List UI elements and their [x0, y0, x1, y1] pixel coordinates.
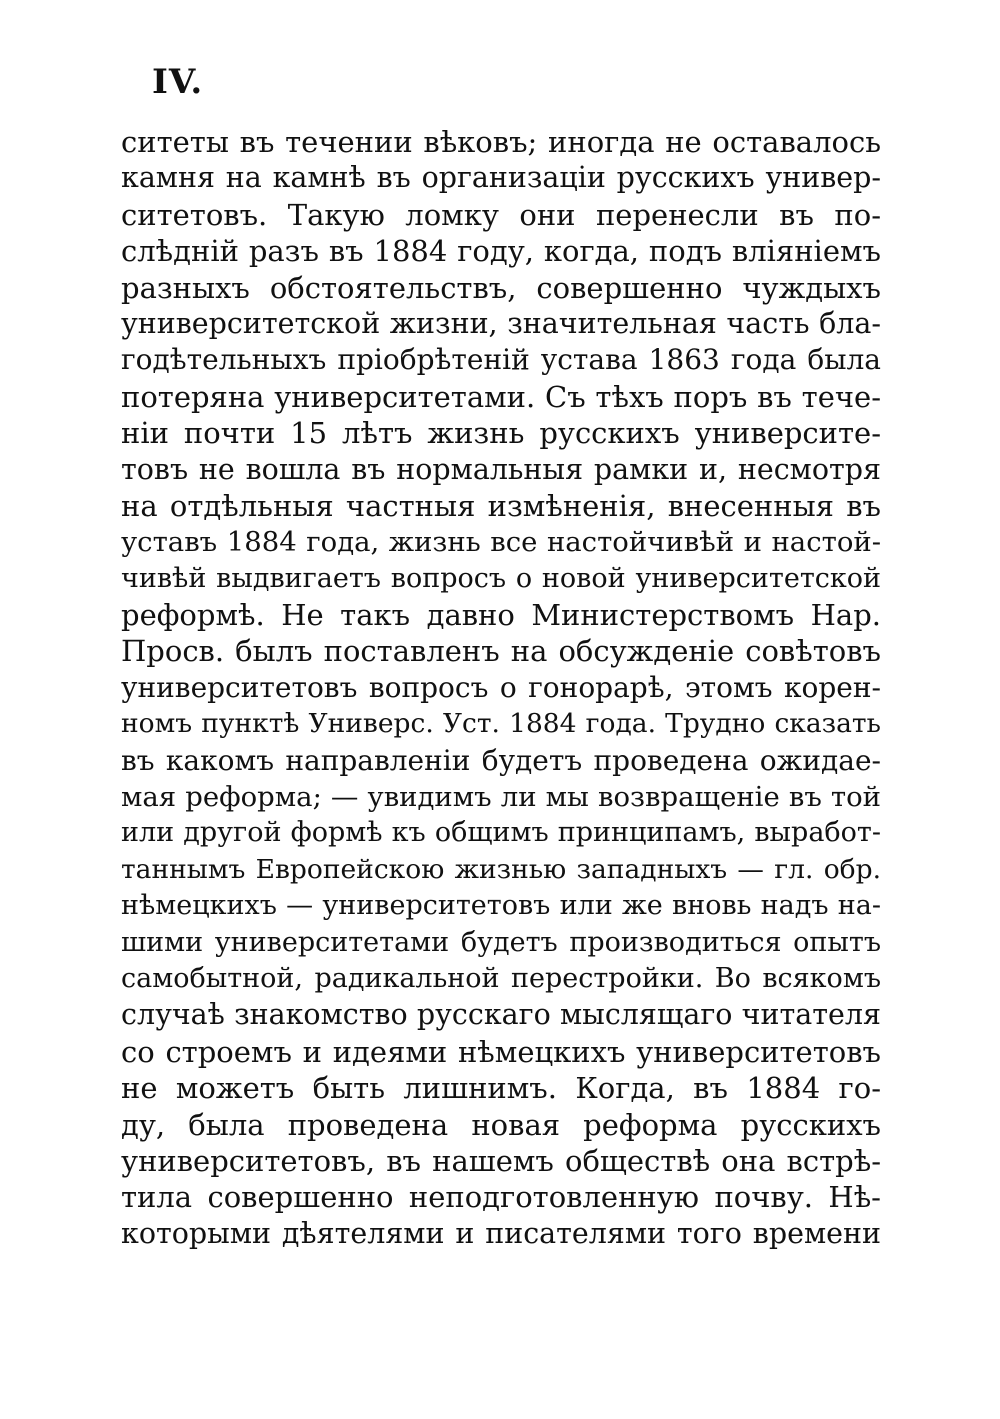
text-line: на отдѣльныя частныя измѣненія, внесенныя въ: [121, 488, 881, 523]
text-line: университетовъ вопросъ о гонорарѣ, этомъ корен-: [121, 670, 881, 704]
text-line: мая реформа; — увидимъ ли мы возвращеніе въ той: [121, 781, 881, 814]
text-line: со строемъ и идеями нѣмецкихъ университетовъ: [121, 1034, 881, 1069]
text-line: въ какомъ направленіи будетъ проведена ожидае-: [121, 743, 881, 777]
text-line: не можетъ быть лишнимъ. Когда, въ 1884 го-: [121, 1071, 881, 1106]
text-line: номъ пунктѣ Универс. Уст. 1884 года. Трудно сказать: [121, 708, 881, 740]
text-line: университетовъ, въ нашемъ обществѣ она встрѣ-: [121, 1143, 881, 1178]
text-line: ду, была проведена новая реформа русскихъ: [121, 1107, 881, 1142]
text-line: случаѣ знакомство русскаго мыслящаго читателя: [121, 998, 881, 1032]
text-line: тила совершенно неподготовленную почву. Нѣ-: [121, 1180, 881, 1215]
text-line: камня на камнѣ въ организаціи русскихъ универ-: [121, 161, 881, 195]
page-number: IV.: [152, 62, 204, 102]
text-line: чивѣй выдвигаетъ вопросъ о новой университетской: [121, 562, 881, 594]
text-line: шими университетами будетъ производиться опытъ: [121, 926, 881, 958]
text-line: нѣмецкихъ — университетовъ или же вновь надъ на-: [121, 890, 881, 922]
text-line: самобытной, радикальной перестройки. Во всякомъ: [121, 962, 881, 994]
text-line: которыми дѣятелями и писателями того времени: [121, 1216, 881, 1250]
text-line: товъ не вошла въ нормальныя рамки и, несмотря: [121, 452, 881, 486]
text-line: разныхъ обстоятельствъ, совершенно чуждыхъ: [121, 270, 881, 305]
text-line: ситеты въ течении вѣковъ; иногда не оставалось: [121, 125, 881, 159]
text-line: Просв. былъ поставленъ на обсужденіе совѣтовъ: [121, 634, 881, 669]
text-line: годѣтельныхъ пріобрѣтеній устава 1863 года была: [121, 343, 881, 377]
text-line: ситетовъ. Такую ломку они перенесли въ по-: [121, 197, 881, 232]
text-line: реформѣ. Не такъ давно Министерствомъ Нар.: [121, 598, 881, 633]
text-line: уставъ 1884 года, жизнь все настойчивѣй и настой-: [121, 526, 881, 559]
text-line: слѣдній разъ въ 1884 году, когда, подъ вліяніемъ: [121, 234, 881, 269]
text-line: потеряна университетами. Съ тѣхъ поръ въ тече-: [121, 379, 881, 414]
text-line: или другой формѣ къ общимъ принципамъ, выработ-: [121, 817, 881, 849]
text-line: таннымъ Европейскою жизнью западныхъ — гл. обр.: [121, 853, 881, 885]
body-text: [121, 124, 881, 1252]
text-line: университетской жизни, значительная часть бла-: [121, 306, 881, 340]
text-line: ніи почти 15 лѣтъ жизнь русскихъ университе-: [121, 416, 881, 451]
